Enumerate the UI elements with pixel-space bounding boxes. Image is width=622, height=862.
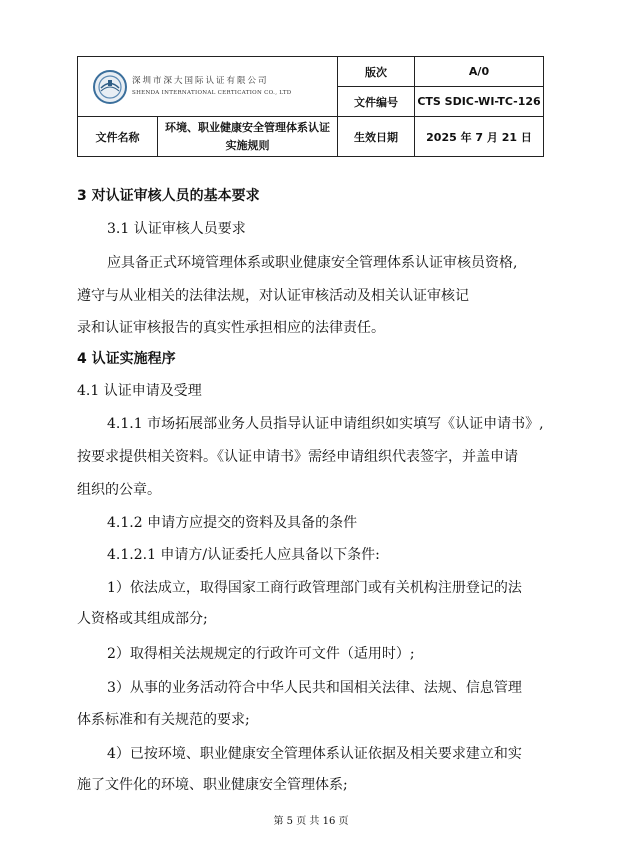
- section-heading: 4 认证实施程序: [77, 351, 176, 367]
- list-item: 3）从事的业务活动符合中华人民共和国相关法律、法规、信息管理: [107, 680, 522, 696]
- paragraph-line: 4.1.2.1 申请方/认证委托人应具备以下条件:: [107, 547, 380, 563]
- paragraph-line: 应具备正式环境管理体系或职业健康安全管理体系认证审核员资格,: [107, 255, 518, 271]
- version-label: 版次: [338, 57, 415, 87]
- company-name-en: SHENDA INTERNATIONAL CERTICATION CO., LTD: [132, 89, 292, 96]
- document-header-table: [77, 56, 544, 157]
- subsection-heading: 3.1 认证审核人员要求: [107, 221, 246, 237]
- subsection-heading: 4.1.2 申请方应提交的资料及具备的条件: [107, 515, 358, 531]
- effective-date-value: 2025 年 7 月 21 日: [415, 117, 544, 157]
- paragraph-line: 录和认证审核报告的真实性承担相应的法律责任。: [77, 320, 385, 336]
- document-number-value: CTS SDIC-WI-TC-126: [415, 87, 544, 117]
- list-item-continuation: 人资格或其组成部分;: [77, 611, 208, 627]
- list-item-continuation: 体系标准和有关规范的要求;: [77, 712, 250, 728]
- list-item: 1）依法成立，取得国家工商行政管理部门或有关机构注册登记的法: [107, 580, 522, 596]
- paragraph-line: 4.1.1 市场拓展部业务人员指导认证申请组织如实填写《认证申请书》,: [107, 416, 544, 432]
- section-heading: 3 对认证审核人员的基本要求: [77, 188, 260, 204]
- document-name-value: 环境、职业健康安全管理体系认证实施规则: [158, 117, 338, 157]
- list-item-continuation: 施了文件化的环境、职业健康安全管理体系;: [77, 777, 348, 793]
- page-number: 第 5 页 共 16 页: [273, 816, 349, 827]
- company-logo-cell: [78, 57, 338, 117]
- paragraph-line: 组织的公章。: [77, 482, 161, 498]
- version-value: A/0: [415, 57, 544, 87]
- subsection-heading: 4.1 认证申请及受理: [77, 383, 202, 399]
- company-logo-icon: [92, 69, 128, 105]
- company-name-cn: 深圳市深大国际认证有限公司: [132, 75, 269, 86]
- paragraph-line: 按要求提供相关资料。《认证申请书》需经申请组织代表签字，并盖申请: [77, 449, 518, 465]
- document-number-label: 文件编号: [338, 87, 415, 117]
- effective-date-label: 生效日期: [338, 117, 415, 157]
- document-name-label: 文件名称: [78, 117, 158, 157]
- list-item: 2）取得相关法规规定的行政许可文件（适用时）;: [107, 646, 415, 662]
- list-item: 4）已按环境、职业健康安全管理体系认证依据及相关要求建立和实: [107, 746, 522, 762]
- paragraph-line: 遵守与从业相关的法律法规，对认证审核活动及相关认证审核记: [77, 288, 469, 304]
